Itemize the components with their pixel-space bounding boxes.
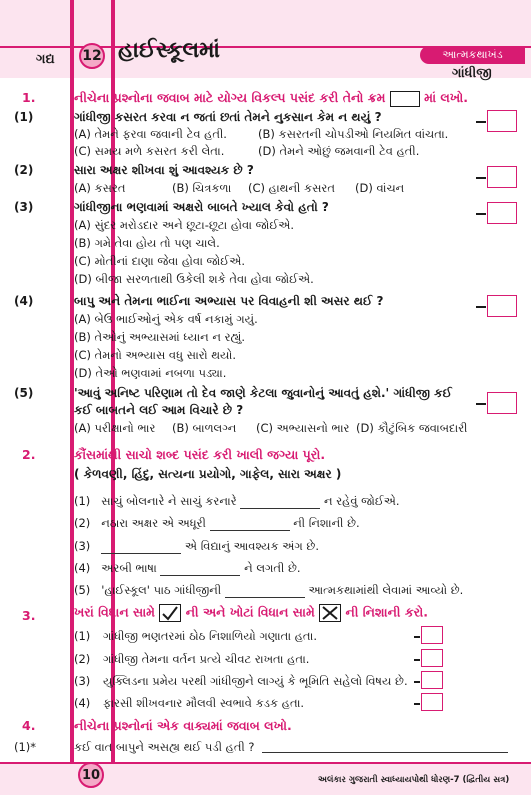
q1-item5-question-line2: કઈ બાબતને લઈ આમ વિચારે છે ? — [74, 403, 244, 417]
q2-title: કૌંસમાંથી સાચો શબ્દ પસંદ કરી ખાલી જગ્યા પૂરો. — [74, 447, 326, 462]
answer-dash — [476, 177, 486, 179]
q1-item5-question: 'આવું અનિષ્ટ પરિણામ તો દેવ જાણે કેટલા જુવાનોનું આવતું હશે.' ગાંધીજી કઈ — [74, 386, 452, 400]
q1-item1-opt-a: (A) તેમને ફરવા જવાની ટેવ હતી. — [74, 127, 227, 141]
q4-item1-text: કઈ વાત બાપુને અસહ્ય થઈ પડી હતી ? — [74, 740, 255, 754]
q2-item1 — [74, 494, 400, 509]
q2-item5-post: આત્મકથામાંથી લેવામાં આવ્યો છે. — [308, 583, 464, 597]
answer-dash — [476, 403, 486, 405]
q2-item2-pre: નઠારા અક્ષર એ અધૂરી — [101, 516, 206, 530]
q2-item4 — [74, 561, 301, 576]
answer-dash — [476, 213, 486, 215]
q1-item5-answer-box[interactable] — [487, 392, 517, 414]
q1-item1-question: ગાંધીજી કસરત કરવા ન જતાં છતાં તેમને નુકસાન કેમ ન થયું ? — [74, 110, 382, 124]
q1-item3-answer-box[interactable] — [487, 202, 517, 224]
q3-item3-number: (3) — [74, 674, 91, 688]
q3-item4-text: ફારસી શીખવનાર મૌલવી સ્વભાવે કડક હતા. — [103, 696, 305, 710]
q2-item3-blank[interactable] — [101, 553, 181, 554]
q2-item2 — [74, 516, 360, 531]
author-name: ગાંધીજી — [452, 66, 492, 81]
cross-symbol-box — [319, 604, 341, 622]
answer-dash — [414, 636, 420, 638]
q3-item2-number: (2) — [74, 652, 91, 666]
answer-dash — [414, 681, 420, 683]
q1-title-text-a: નીચેના પ્રશ્નોના જવાબ માટે યોગ્ય વિકલ્પ પસંદ કરી તેનો ક્રમ — [74, 90, 386, 105]
q1-item4-number: (4) — [14, 294, 34, 308]
q2-item3-number: (3) — [74, 539, 91, 553]
q1-item1-opt-c: (C) સમય મળે કસરત કરી લેતા. — [74, 144, 225, 158]
q2-item5-blank[interactable] — [225, 597, 305, 598]
q3-item1-mark-box[interactable] — [421, 626, 443, 644]
q3-item3-mark-box[interactable] — [421, 671, 443, 689]
q2-item1-blank[interactable] — [240, 508, 320, 509]
tick-icon — [160, 605, 180, 621]
q3-title-a: ખરાં વિધાન સામે — [74, 604, 156, 620]
q3-title-c: ની નિશાની કરો. — [345, 604, 428, 620]
q3-item1-text: ગાંધીજી ભણતરમાં ઠોઠ નિશાળિયો ગણાતા હતા. — [103, 629, 317, 643]
q1-title — [74, 90, 468, 107]
q1-item4-question: બાપુ અને તેમના ભાઈના અભ્યાસ પર વિવાહની શી અસર થઈ ? — [74, 294, 384, 308]
q4-item1-number: (1)* — [14, 740, 37, 754]
q1-item4-opt-c: (C) તેમનો અભ્યાસ વધુ સારો થયો. — [74, 348, 237, 362]
q2-item2-number: (2) — [74, 516, 91, 530]
q2-item1-number: (1) — [74, 494, 91, 508]
section-label: ગદ્ય — [36, 52, 55, 67]
q2-item3 — [74, 539, 319, 554]
chapter-title: હાઈસ્કૂલમાં — [118, 38, 220, 63]
q1-item5-opt-b: (B) બાળલગ્ન — [172, 421, 237, 435]
q3-item3-text: યુક્લિડના પ્રમેય પરથી ગાંધીજીને લાગ્યું કે ભૂમિતિ સહેલો વિષય છે. — [103, 674, 408, 688]
q2-item5-pre: 'હાઈસ્કૂલ' પાઠ ગાંધીજીની — [101, 583, 222, 597]
q3-item2-mark-box[interactable] — [421, 649, 443, 667]
q1-item3-opt-b: (B) ગમે તેવા હોય તો પણ ચાલે. — [74, 236, 220, 250]
q2-item4-post: ને લગતી છે. — [244, 561, 301, 575]
answer-dash — [476, 306, 486, 308]
q3-title — [74, 604, 428, 622]
q1-item2-question: સારા અક્ષર શીખવા શું આવશ્યક છે ? — [74, 163, 254, 177]
q1-item2-number: (2) — [14, 163, 34, 177]
q1-item2-opt-b: (B) ચિત્રકળા — [172, 181, 232, 195]
q1-item2-opt-c: (C) હાથની કસરત — [248, 181, 335, 195]
q1-item5-opt-a: (A) પરીક્ષાનો ભાર — [74, 421, 156, 435]
q1-item2-answer-box[interactable] — [487, 166, 517, 188]
genre-tag: આત્મકથાખંડ — [420, 46, 525, 64]
answer-dash — [476, 121, 486, 123]
tick-symbol-box — [159, 604, 181, 622]
q2-item5 — [74, 583, 463, 598]
q2-options: ( કેળવણી, હિંદુ, સત્યના પ્રયોગો, ગાફેલ, સારા અક્ષર ) — [74, 467, 342, 481]
cross-icon — [320, 605, 340, 621]
q4-item1-answer-line[interactable] — [262, 752, 508, 753]
q1-inline-box — [390, 91, 420, 107]
q4-number: 4. — [22, 718, 36, 733]
q3-item4-mark-box[interactable] — [421, 693, 443, 711]
q3-number: 3. — [22, 608, 36, 623]
q1-item3-number: (3) — [14, 200, 34, 214]
q2-number: 2. — [22, 447, 36, 462]
q1-item3-question: ગાંધીજીના ભણવામાં અક્ષરો બાબતે ખ્યાલ કેવો હતો ? — [74, 200, 329, 214]
q1-number: 1. — [22, 90, 36, 105]
q1-item1-opt-b: (B) કસરતની ચોપડીઓ નિયમિત વાંચતા. — [258, 127, 449, 141]
q1-item2-opt-a: (A) કસરત — [74, 181, 126, 195]
q1-item3-opt-a: (A) સુંદર મરોડદાર અને છૂટા-છૂટા હોવા જોઈએ. — [74, 218, 295, 232]
q1-item4-opt-a: (A) બેઉ ભાઈઓનું એક વર્ષ નકામું ગયું. — [74, 312, 258, 326]
q1-item3-opt-c: (C) મોતીનાં દાણા જેવા હોવા જોઈએ. — [74, 254, 245, 268]
q1-item3-opt-d: (D) બીજા સરળતાથી ઉકેલી શકે તેવા હોવા જોઈએ. — [74, 272, 314, 286]
q2-item1-post: ન રહેવું જોઈએ. — [323, 494, 400, 508]
answer-dash — [414, 659, 420, 661]
q3-item1-number: (1) — [74, 629, 91, 643]
chapter-number-badge: 12 — [79, 43, 105, 69]
book-title: અલંકાર ગુજરાતી સ્વાધ્યાયપોથી ધોરણ-7 (દ્વિતીય સત્ર) — [318, 775, 510, 785]
q2-item4-number: (4) — [74, 561, 91, 575]
page-number: 10 — [78, 762, 104, 788]
q2-item1-pre: સાચું બોલનારે ને સાચું કરનારે — [101, 494, 237, 508]
q1-item4-opt-b: (B) તેઓનું અભ્યાસમાં ધ્યાન ન રહ્યું. — [74, 330, 245, 344]
q4-title: નીચેના પ્રશ્નોનાં એક વાક્યમાં જવાબ લખો. — [74, 718, 292, 733]
q1-item5-opt-c: (C) અભ્યાસનો ભાર — [256, 421, 350, 435]
q1-item5-number: (5) — [14, 386, 34, 400]
q3-item2-text: ગાંધીજી તેમના વર્તન પ્રત્યે ચીવટ રાખતા હતા. — [103, 652, 310, 666]
q2-item4-blank[interactable] — [160, 575, 240, 576]
q1-item1-opt-d: (D) તેમને ઓછું જમવાની ટેવ હતી. — [258, 144, 420, 158]
q1-title-text-b: માં લખો. — [424, 90, 468, 105]
answer-dash — [414, 703, 420, 705]
q1-item2-opt-d: (D) વાંચન — [355, 181, 405, 195]
q2-item5-number: (5) — [74, 583, 91, 597]
q2-item4-pre: અરબી ભાષા — [101, 561, 157, 575]
q1-item1-answer-box[interactable] — [487, 110, 517, 132]
q3-item4-number: (4) — [74, 696, 91, 710]
q1-item5-opt-d: (D) કૌટુંબિક જવાબદારી — [356, 421, 468, 435]
q2-item2-post: ની નિશાની છે. — [293, 516, 360, 530]
q3-title-b: ની અને ખોટાં વિધાન સામે — [185, 604, 315, 620]
q1-item4-answer-box[interactable] — [487, 295, 517, 317]
q2-item3-post: એ વિદ્યાનું આવશ્યક અંગ છે. — [184, 539, 319, 553]
q1-item4-opt-d: (D) તેઓ ભણવામાં નબળા પડ્યા. — [74, 366, 227, 380]
q1-item1-number: (1) — [14, 110, 34, 124]
q2-item2-blank[interactable] — [210, 530, 290, 531]
